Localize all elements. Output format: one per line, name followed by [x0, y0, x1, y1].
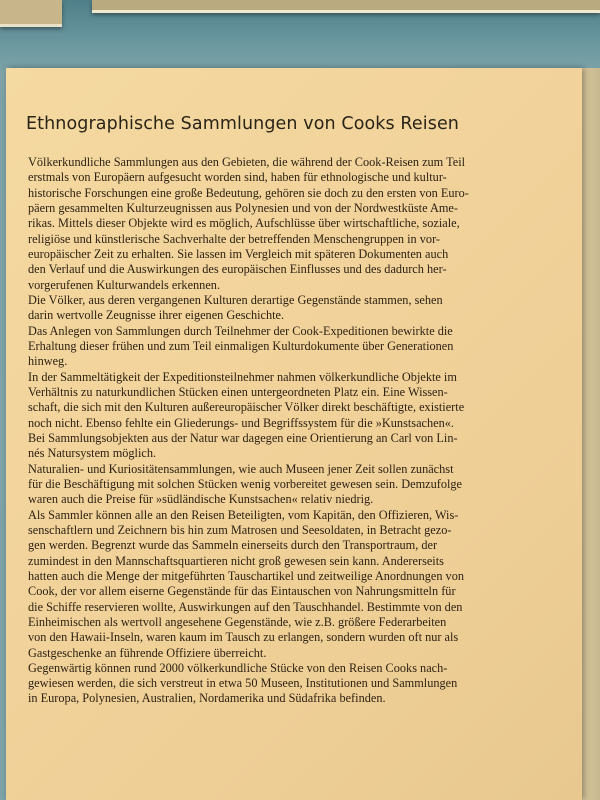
body-text-line: Bei Sammlungsobjekten aus der Natur war dagegen eine Orientierung an Carl von Lin-	[28, 430, 458, 445]
body-text-line: schaft, die sich mit den Kulturen außereuropäischer Völker direkt beschäftigte, existierte	[28, 400, 465, 415]
panel-title: Ethnographische Sammlungen von Cooks Reisen	[26, 114, 459, 134]
body-text-line: Naturalien- und Kuriositätensammlungen, wie auch Museen jener Zeit sollen zunächst	[28, 461, 454, 476]
body-text-line: In der Sammeltätigkeit der Expeditionsteilnehmer nahmen völkerkundliche Objekte im	[28, 369, 457, 384]
body-text-line: historische Forschungen eine große Bedeutung, gehören sie doch zu den ersten von Euro-	[28, 185, 469, 200]
body-text-line: nés Natursystem möglich.	[28, 446, 157, 461]
body-text-line: gewiesen werden, die sich verstreut in etwa 50 Museen, Institutionen und Sammlungen	[28, 676, 458, 691]
adjacent-frame-right	[92, 0, 600, 13]
body-text-line: erstmals von Europäern aufgesucht worden sind, haben für ethnologische und kultur-	[28, 170, 447, 185]
body-text-line: in Europa, Polynesien, Australien, Nordamerika und Südafrika befinden.	[28, 691, 386, 706]
body-text-line: senschaftlern und Zeichnern bis hin zum Matrosen und Seesoldaten, in Betracht gezo-	[28, 522, 452, 537]
body-text-line: vorgerufenen Kulturwandels erkennen.	[28, 277, 221, 292]
panel-side-edge	[582, 68, 600, 800]
body-text-line: Die Völker, aus deren vergangenen Kulturen derartige Gegenstände stammen, sehen	[28, 292, 443, 307]
body-text-line: darin wertvolle Zeugnisse ihrer eigenen Geschichte.	[28, 308, 285, 323]
panel-body-text	[28, 155, 568, 707]
body-text-line: Verhältnis zu naturkundlichen Stücken einen untergeordneten Platz ein. Eine Wissen-	[28, 384, 448, 399]
body-text-line: noch nicht. Ebenso fehlte ein Gliederungs- und Begriffssystem für die »Kunstsachen«.	[28, 415, 454, 430]
body-text-line: rikas. Mittels dieser Objekte wird es möglich, Aufschlüsse über wirtschaftliche, soziale,	[28, 216, 460, 231]
body-text-line: Völkerkundliche Sammlungen aus den Gebieten, die während der Cook-Reisen zum Teil	[28, 155, 466, 169]
adjacent-frame-left	[0, 0, 62, 27]
body-text-line: Erhaltung dieser frühen und zum Teil einmaligen Kulturdokumente über Generationen	[28, 338, 454, 353]
body-text-line: gen werden. Begrenzt wurde das Sammeln einerseits durch den Transportraum, der	[28, 538, 438, 553]
body-text-line: Einheimischen als wertvoll angesehene Gegenstände, wie z.B. größere Federarbeiten	[28, 614, 447, 629]
body-text-line: päern gesammelten Kulturzeugnissen aus Polynesien und von der Nordwestküste Ame-	[28, 200, 458, 215]
body-text-line: waren auch die Preise für »südländische Kunstsachen« relativ niedrig.	[28, 492, 374, 507]
body-text-line: Als Sammler können alle an den Reisen Beteiligten, vom Kapitän, den Offizieren, Wis-	[28, 507, 459, 522]
body-text-line: Das Anlegen von Sammlungen durch Teilnehmer der Cook-Expeditionen bewirkte die	[28, 323, 453, 338]
body-text-line: Cook, der vor allem eiserne Gegenstände für das Eintauschen von Nahrungsmitteln für	[28, 584, 456, 599]
body-text-line: zumindest in den Mannschaftsquartieren nicht groß gewesen sein kann. Andererseits	[28, 553, 444, 568]
body-text-line: hinweg.	[28, 354, 68, 369]
body-text-line: Gegenwärtig können rund 2000 völkerkundliche Stücke von den Reisen Cooks nach-	[28, 660, 448, 675]
body-text-line: Gastgeschenke an führende Offiziere überreicht.	[28, 645, 267, 660]
body-text-line: europäischer Zeit zu erhalten. Sie lassen im Vergleich mit späteren Dokumenten auch	[28, 246, 449, 261]
body-text-line: die Schiffe reservieren wollte, Auswirkungen auf den Tauschhandel. Bestimmte von den	[28, 599, 463, 614]
body-text-line: von den Hawaii-Inseln, waren kaum im Tausch zu erlangen, sondern wurden oft nur als	[28, 630, 459, 645]
body-text-line: für die Beschäftigung mit solchen Stücken wenig vorbereitet gewesen sein. Demzufolge	[28, 476, 463, 491]
body-text-line: den Verlauf und die Auswirkungen des europäischen Einflusses und des dadurch her-	[28, 262, 447, 277]
body-text-line: hatten auch die Menge der mitgeführten Tauschartikel und zeitweilige Anordnungen von	[28, 568, 464, 583]
body-text-line: religiöse und künstlerische Sachverhalte der betreffenden Menschengruppen in vor-	[28, 231, 441, 246]
